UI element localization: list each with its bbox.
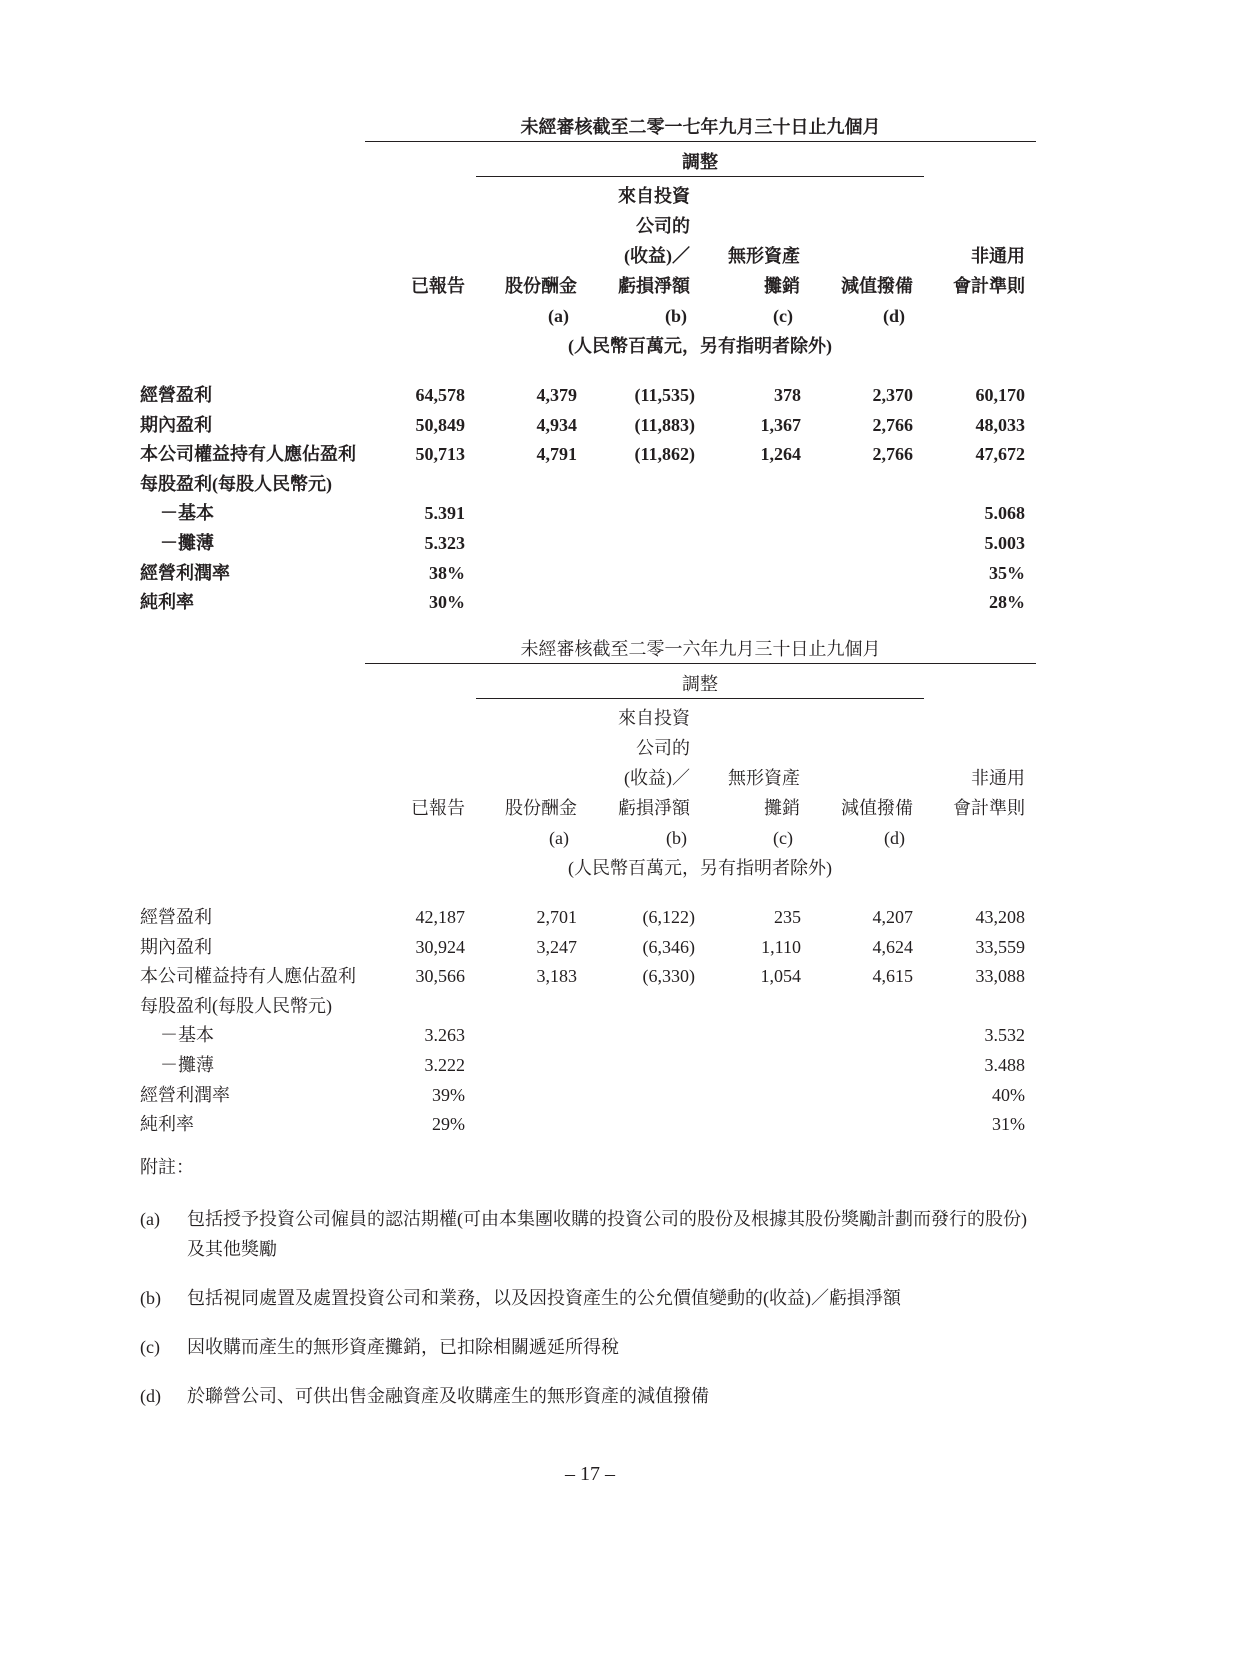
column-note-ref: (a) bbox=[549, 828, 569, 848]
adjustments-header: 調整 bbox=[682, 674, 718, 694]
table-cell: 30% bbox=[429, 592, 465, 613]
table-cell: 39% bbox=[432, 1084, 465, 1105]
table-cell: (6,346) bbox=[642, 936, 695, 957]
row-label: －基本 bbox=[160, 1025, 214, 1046]
table-cell: 5.068 bbox=[984, 503, 1025, 524]
column-header: 公司的 bbox=[636, 738, 690, 758]
column-header: 無形資產 bbox=[728, 768, 800, 788]
column-header: (收益)／ bbox=[624, 246, 690, 266]
column-header: 來自投資 bbox=[618, 708, 690, 728]
column-header: 非通用 bbox=[971, 246, 1025, 266]
table-cell: 28% bbox=[989, 592, 1025, 613]
column-note-ref: (b) bbox=[665, 306, 687, 326]
row-label: 本公司權益持有人應佔盈利 bbox=[140, 966, 356, 987]
column-header: 攤銷 bbox=[764, 798, 800, 818]
table-cell: 31% bbox=[992, 1114, 1025, 1135]
divider bbox=[365, 141, 1036, 142]
column-header: 非通用 bbox=[971, 768, 1025, 788]
column-note-ref: (d) bbox=[884, 828, 905, 848]
table-cell: 50,713 bbox=[415, 444, 465, 465]
table-cell: 3.488 bbox=[984, 1055, 1025, 1075]
column-header: 虧損淨額 bbox=[618, 276, 690, 296]
table-cell: 3.222 bbox=[424, 1055, 465, 1075]
footnote-d: (d) 於聯營公司、可供出售金融資產及收購產生的無形資產的減值撥備 bbox=[140, 1386, 709, 1406]
table-cell: 50,849 bbox=[415, 414, 465, 435]
row-label: 經營利潤率 bbox=[140, 562, 230, 583]
column-note-ref: (d) bbox=[883, 306, 905, 326]
column-header: 已報告 bbox=[411, 798, 465, 818]
row-label: 本公司權益持有人應佔盈利 bbox=[140, 444, 356, 465]
table-cell: 33,088 bbox=[975, 966, 1025, 987]
footnote-b: (b) 包括視同處置及處置投資公司和業務，以及因投資產生的公允價值變動的(收益)／虧損淨額 bbox=[140, 1288, 901, 1308]
table-cell: 2,701 bbox=[536, 907, 577, 927]
table-cell: 4,207 bbox=[872, 907, 913, 927]
column-header: 攤銷 bbox=[764, 276, 800, 296]
column-note-ref: (c) bbox=[773, 306, 793, 326]
row-label: －基本 bbox=[160, 503, 214, 524]
table-cell: 48,033 bbox=[975, 414, 1025, 435]
row-label: 每股盈利(每股人民幣元) bbox=[140, 995, 332, 1016]
table-cell: 5.003 bbox=[984, 533, 1025, 553]
adjustments-header: 調整 bbox=[682, 152, 718, 172]
table-cell: 47,672 bbox=[975, 444, 1025, 465]
table-cell: 33,559 bbox=[975, 936, 1025, 957]
table-cell: 1,367 bbox=[760, 414, 801, 435]
table-cell: 29% bbox=[432, 1114, 465, 1135]
column-header: 會計準則 bbox=[953, 798, 1025, 818]
table-cell: 3,247 bbox=[536, 936, 577, 957]
column-header: 無形資產 bbox=[728, 246, 800, 266]
column-header: 減值撥備 bbox=[841, 798, 913, 818]
column-header: (收益)／ bbox=[624, 768, 690, 788]
row-label: －攤薄 bbox=[160, 533, 214, 553]
row-label: 經營盈利 bbox=[140, 907, 212, 927]
table-cell: 2,370 bbox=[872, 385, 913, 405]
footnote-a: (a) 包括授予投資公司僱員的認沽期權(可由本集團收購的投資公司的股份及根據其股份獎勵計劃而發行的股份)及其他獎勵 bbox=[140, 1209, 1027, 1259]
table-cell: (6,122) bbox=[642, 907, 695, 927]
column-header: 已報告 bbox=[411, 276, 465, 296]
table-cell: 30,566 bbox=[415, 966, 465, 987]
table-cell: 1,054 bbox=[760, 966, 801, 987]
column-header: 股份酬金 bbox=[505, 276, 577, 296]
table-cell: 2,766 bbox=[872, 414, 913, 435]
row-label: 期內盈利 bbox=[140, 414, 212, 435]
unit-label: (人民幣百萬元，另有指明者除外) bbox=[568, 336, 832, 356]
table-cell: 35% bbox=[989, 562, 1025, 583]
column-header: 會計準則 bbox=[953, 276, 1025, 296]
table-cell: 4,624 bbox=[872, 936, 913, 957]
table-cell: 1,110 bbox=[761, 936, 801, 957]
table-cell: (11,535) bbox=[634, 385, 695, 405]
table-cell: 64,578 bbox=[415, 385, 465, 405]
period-title: 未經審核截至二零一七年九月三十日止九個月 bbox=[520, 117, 881, 137]
table-cell: 1,264 bbox=[760, 444, 801, 465]
notes-heading: 附註： bbox=[140, 1157, 194, 1177]
table-cell: 4,615 bbox=[872, 966, 913, 987]
table-cell: 60,170 bbox=[975, 385, 1025, 405]
row-label: 純利率 bbox=[140, 592, 194, 613]
column-header: 虧損淨額 bbox=[618, 798, 690, 818]
row-label: 純利率 bbox=[140, 1114, 194, 1135]
row-label: －攤薄 bbox=[160, 1055, 214, 1075]
column-note-ref: (a) bbox=[548, 306, 569, 326]
page-number: – 17 – bbox=[565, 1463, 615, 1485]
table-cell: 30,924 bbox=[415, 936, 465, 957]
table-cell: 4,791 bbox=[536, 444, 577, 465]
table-cell: (11,883) bbox=[634, 414, 695, 435]
row-label: 經營盈利 bbox=[140, 385, 212, 405]
table-cell: 5.323 bbox=[424, 533, 465, 553]
table-cell: 378 bbox=[774, 385, 801, 405]
table-cell: 42,187 bbox=[415, 907, 465, 927]
table-cell: 43,208 bbox=[975, 907, 1025, 927]
unit-label: (人民幣百萬元，另有指明者除外) bbox=[568, 858, 832, 878]
table-cell: (6,330) bbox=[642, 966, 695, 987]
row-label: 經營利潤率 bbox=[140, 1084, 230, 1105]
table-cell: 2,766 bbox=[872, 444, 913, 465]
period-title: 未經審核截至二零一六年九月三十日止九個月 bbox=[520, 639, 881, 659]
table-cell: 3.532 bbox=[984, 1025, 1025, 1046]
divider bbox=[476, 698, 924, 699]
column-header: 來自投資 bbox=[618, 186, 690, 206]
table-cell: 3.263 bbox=[424, 1025, 465, 1046]
row-label: 期內盈利 bbox=[140, 936, 212, 957]
divider bbox=[476, 176, 924, 177]
table-cell: 235 bbox=[774, 907, 801, 927]
table-cell: 40% bbox=[992, 1084, 1025, 1105]
table-cell: 4,934 bbox=[536, 414, 577, 435]
divider bbox=[365, 663, 1036, 664]
column-header: 股份酬金 bbox=[505, 798, 577, 818]
table-cell: 3,183 bbox=[536, 966, 577, 987]
table-cell: 4,379 bbox=[536, 385, 577, 405]
row-label: 每股盈利(每股人民幣元) bbox=[140, 473, 332, 494]
table-cell: (11,862) bbox=[634, 444, 695, 465]
column-header: 減值撥備 bbox=[841, 276, 913, 296]
footnote-c: (c) 因收購而產生的無形資產攤銷，已扣除相關遞延所得稅 bbox=[140, 1337, 619, 1357]
column-note-ref: (c) bbox=[773, 828, 793, 848]
table-cell: 38% bbox=[429, 562, 465, 583]
column-header: 公司的 bbox=[636, 216, 690, 236]
table-cell: 5.391 bbox=[424, 503, 465, 524]
column-note-ref: (b) bbox=[666, 828, 687, 848]
